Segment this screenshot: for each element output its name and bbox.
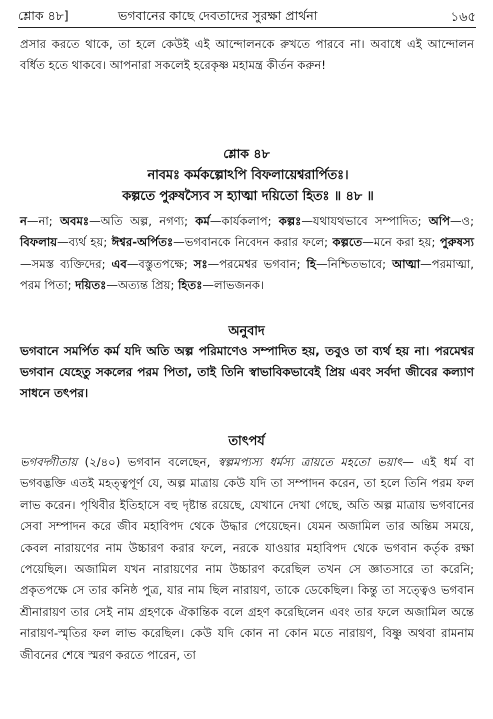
synonym-meaning: ব্যর্থ হয়;	[68, 235, 112, 250]
translation-paragraph: ভগবানে সমর্পিত কর্ম যদি অতি অল্প পরিমাণেও সম্পাদিত হয়, তবুও তা ব্যর্থ হয় না। পরমেশ্বর ভগবান যেহেতু সকলের পরম পিতা, তাই তিনি স্বাভাবিকভাবেই প্রিয় এবং সর্বদা জীবের কল্যাণ সাধনে তৎপর।	[20, 344, 474, 400]
synonym-meaning: লাভজনক।	[214, 278, 265, 293]
synonym-meaning: বস্তুতপক্ষে;	[138, 256, 194, 271]
verse-line-2: কল্পতে পুরুষস্যৈব স হ্যাত্মা দয়িতো হিতঃ ॥ ৪৮ ॥	[122, 189, 374, 204]
synonym-meaning: ও;	[461, 214, 474, 228]
purport-source-ref: (২/৪০) ভগবান বলেছেন,	[77, 455, 218, 469]
purport-source: ভগবদ্গীতায়	[20, 455, 78, 469]
synonym-word: বিফলায়	[20, 235, 58, 250]
synonym-word: কর্ম	[195, 214, 210, 228]
synonym-meaning: পরমেশ্বর ভগবান;	[219, 256, 307, 271]
synonym-word: অপি	[428, 214, 450, 228]
running-header	[18, 6, 476, 26]
translation-heading: অনুবাদ	[228, 324, 265, 339]
sanskrit-verse	[28, 165, 468, 207]
synonym-meaning: সমস্ত ব্যক্তিদের;	[31, 256, 112, 271]
header-verse-ref: শ্লোক ৪৮]	[18, 8, 69, 23]
verse-number: শ্লোক ৪৮	[223, 146, 270, 161]
synonym-meaning: যথাযথভাবে সম্পাদিত;	[312, 214, 429, 228]
purport-heading: তাৎপর্য	[228, 434, 265, 449]
synonym-word: কল্পতে	[332, 235, 363, 250]
synonym-word: সঃ	[193, 256, 208, 271]
synonym-meaning: না;	[38, 214, 60, 228]
verse-line-1: নাবমঃ কর্মকল্পোঽপি বিফলায়েশ্বরার্পিতঃ।	[147, 168, 349, 183]
synonym-word: আত্মা	[392, 256, 421, 271]
synonyms-paragraph: ন—না; অবমঃ—অতি অল্প, নগণ্য; কর্ম—কার্যকলাপ; কল্পঃ—যথাযথভাবে সম্পাদিত; অপি—ও; বিফলায়—ব্যর্থ হয়; ঈশ্বর-অর্পিতঃ—ভগবানকে নিবেদন করার ফলে; কল্পতে—মনে করা হয়; পুরুষস্য—সমস্ত ব্যক্তিদের; এব—বস্তুতপক্ষে; সঃ—পরমেশ্বর ভগবান; হি—নিশ্চিতভাবে; আত্মা—পরমাত্মা, পরম পিতা; দয়িতঃ—অত্যন্ত প্রিয়; হিতঃ—লাভজনক।	[20, 214, 474, 293]
synonym-word: ন	[20, 214, 27, 228]
synonym-meaning: অতি অল্প, নগণ্য;	[100, 214, 196, 228]
page-number: ১৬৫	[450, 10, 476, 25]
synonym-word: অবমঃ	[59, 214, 90, 228]
intro-paragraph: প্রসার করতে থাকে, তা হলে কেউই এই আন্দোলনকে রুখতে পারবে না। অবাধে এই আন্দোলন বর্ধিত হতে থাকবে। আপনারা সকলেই হরেকৃষ্ণ মহামন্ত্র কীর্তন করুন!	[20, 37, 474, 73]
header-chapter-title: ভগবানের কাছে দেবতাদের সুরক্ষা প্রার্থনা	[118, 8, 318, 23]
synonym-word: হি	[306, 256, 316, 271]
synonym-word: এব	[111, 256, 127, 271]
synonym-word: হিতঃ	[178, 278, 203, 293]
synonym-meaning: মনে করা হয়;	[373, 235, 440, 250]
purport-body: — এই ধর্ম বা ভগবদ্ভক্তি এতই মহত্ত্বপূর্ণ যে, অল্প মাত্রায় কেউ যদি তা সম্পাদন করেন, তা হলে তিনি পরম ফল লাভ করেন। পৃথিবীর ইতিহাসে বহু দৃষ্টান্ত রয়েছে, যেখানে দেখা গেছে, অতি অল্প মাত্রায় ভগবানের সেবা সম্পাদন করে জীব মহাবিপদ থেকে উদ্ধার পেয়েছেন। যেমন অজামিল তার অন্তিম সময়ে, কেবল নারায়ণের নাম উচ্চারণ করার ফলে, নরকে যাওয়ার মহাবিপদ থেকে ভগবান কর্তৃক রক্ষা পেয়েছিল। অজামিল যখন নারায়ণের নাম উচ্চারণ করেছিল তখন সে জ্ঞাতসারে তা করেনি; প্রকৃতপক্ষে সে তার কনিষ্ঠ পুত্র, যার নাম ছিল নারায়ণ, তাকে ডেকেছিল। কিন্তু তা সত্ত্বেও ভগবান শ্রীনারায়ণ তার সেই নাম গ্রহণকে ঐকান্তিক বলে গ্রহণ করেছিলেন এবং তার ফলে অজামিল অন্তে নারায়ণ-স্মৃতির ফল লাভ করেছিল। কেউ যদি কোন না কোন মতে নারায়ণ, বিষ্ণু অথবা রামনাম জীবনের শেষে স্মরণ করতে পারেন, তা	[20, 455, 474, 662]
synonym-word: ঈশ্বর-অর্পিতঃ	[111, 235, 174, 250]
synonym-meaning: নিশ্চিতভাবে;	[327, 256, 393, 271]
synonym-word: দয়িতঃ	[75, 278, 107, 293]
synonym-meaning: ভগবানকে নিবেদন করার ফলে;	[184, 235, 333, 250]
purport-quote: স্বল্পমপ্যস্য ধর্মস্য ত্রায়তে মহতো ভয়াৎ	[217, 455, 403, 469]
synonym-meaning: অত্যন্ত প্রিয়;	[117, 278, 179, 293]
synonym-word: পুরুষস্য	[439, 235, 474, 250]
synonym-word: কল্পঃ	[278, 214, 302, 228]
purport-paragraph	[20, 452, 474, 666]
header-rule	[18, 27, 476, 28]
synonym-meaning: কার্যকলাপ;	[221, 214, 279, 228]
synonym-meaning: পরমাত্মা, পরম পিতা;	[20, 256, 474, 293]
